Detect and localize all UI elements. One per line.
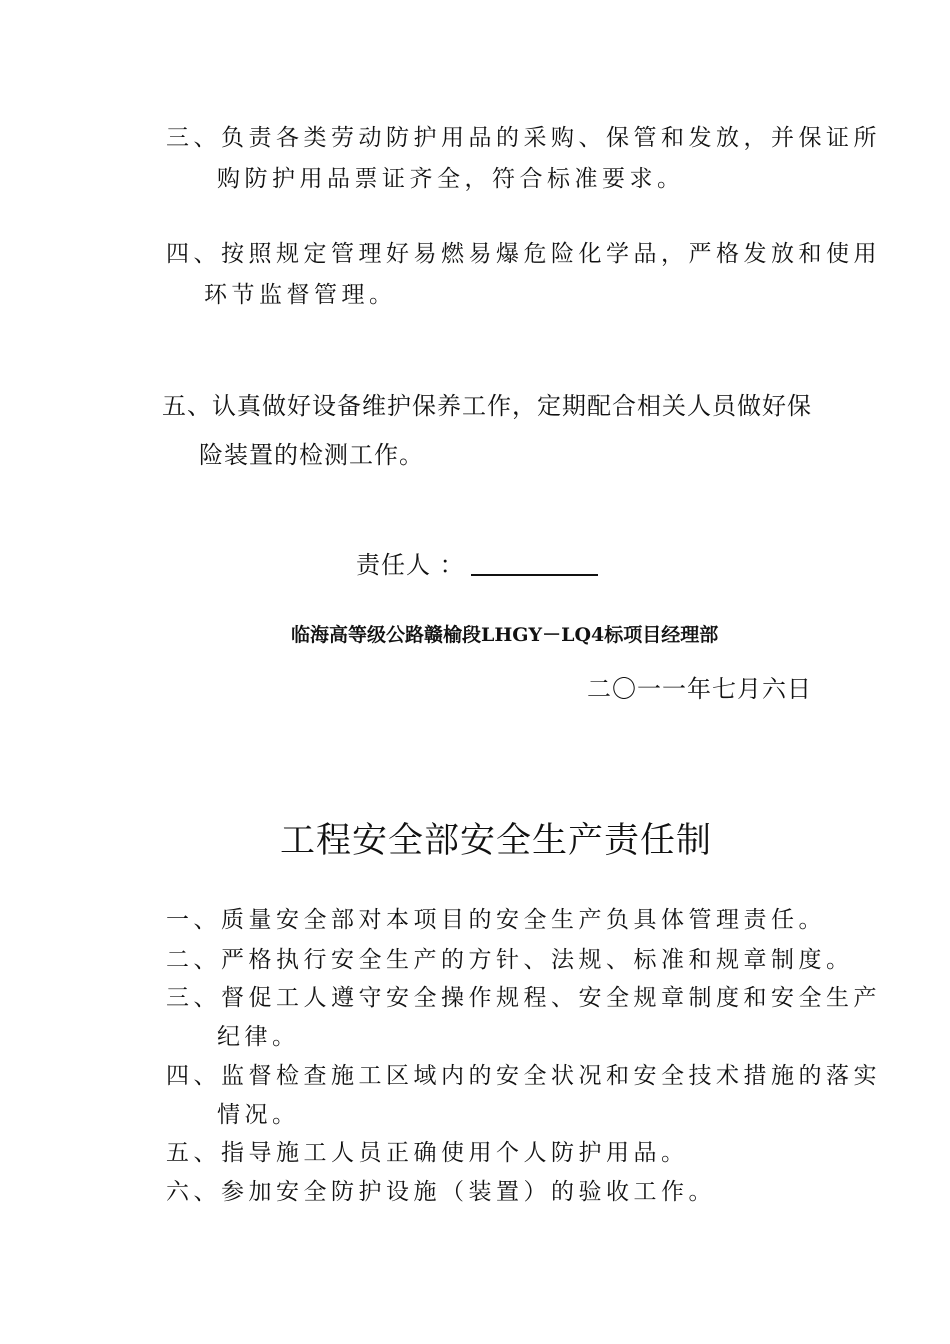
- s2-item5: 五、指导施工人员正确使用个人防护用品。: [166, 1140, 689, 1166]
- section-title: 工程安全部安全生产责任制: [280, 821, 713, 861]
- signature-line: [471, 574, 598, 576]
- s2-item1: 一、质量安全部对本项目的安全生产负具体管理责任。: [166, 907, 826, 933]
- s2-item4-line2: 情况。: [217, 1102, 300, 1128]
- s2-item6: 六、参加安全防护设施（装置）的验收工作。: [166, 1179, 716, 1205]
- s2-item3-line2: 纪律。: [217, 1024, 300, 1050]
- signature-label: 责任人 ：: [356, 551, 465, 579]
- s2-item2: 二、严格执行安全生产的方针、法规、标准和规章制度。: [166, 947, 854, 973]
- item3-line1: 三、负责各类劳动防护用品的采购、保管和发放，并保证所: [166, 125, 881, 151]
- item3-line2: 购防护用品票证齐全，符合标准要求。: [217, 166, 685, 192]
- s2-item4-line1: 四、监督检查施工区域内的安全状况和安全技术措施的落实: [166, 1063, 881, 1089]
- item5-line2: 险装置的检测工作。: [199, 441, 424, 469]
- s2-item3-line1: 三、督促工人遵守安全操作规程、安全规章制度和安全生产: [166, 985, 881, 1011]
- document-date: 二〇一一年七月六日: [587, 675, 812, 703]
- organization-name: 临海高等级公路赣榆段LHGY－LQ4标项目经理部: [291, 624, 719, 646]
- item4-line2: 环节监督管理。: [204, 282, 397, 308]
- item5-line1: 五、认真做好设备维护保养工作，定期配合相关人员做好保: [162, 392, 812, 420]
- item4-line1: 四、按照规定管理好易燃易爆危险化学品，严格发放和使用: [166, 241, 881, 267]
